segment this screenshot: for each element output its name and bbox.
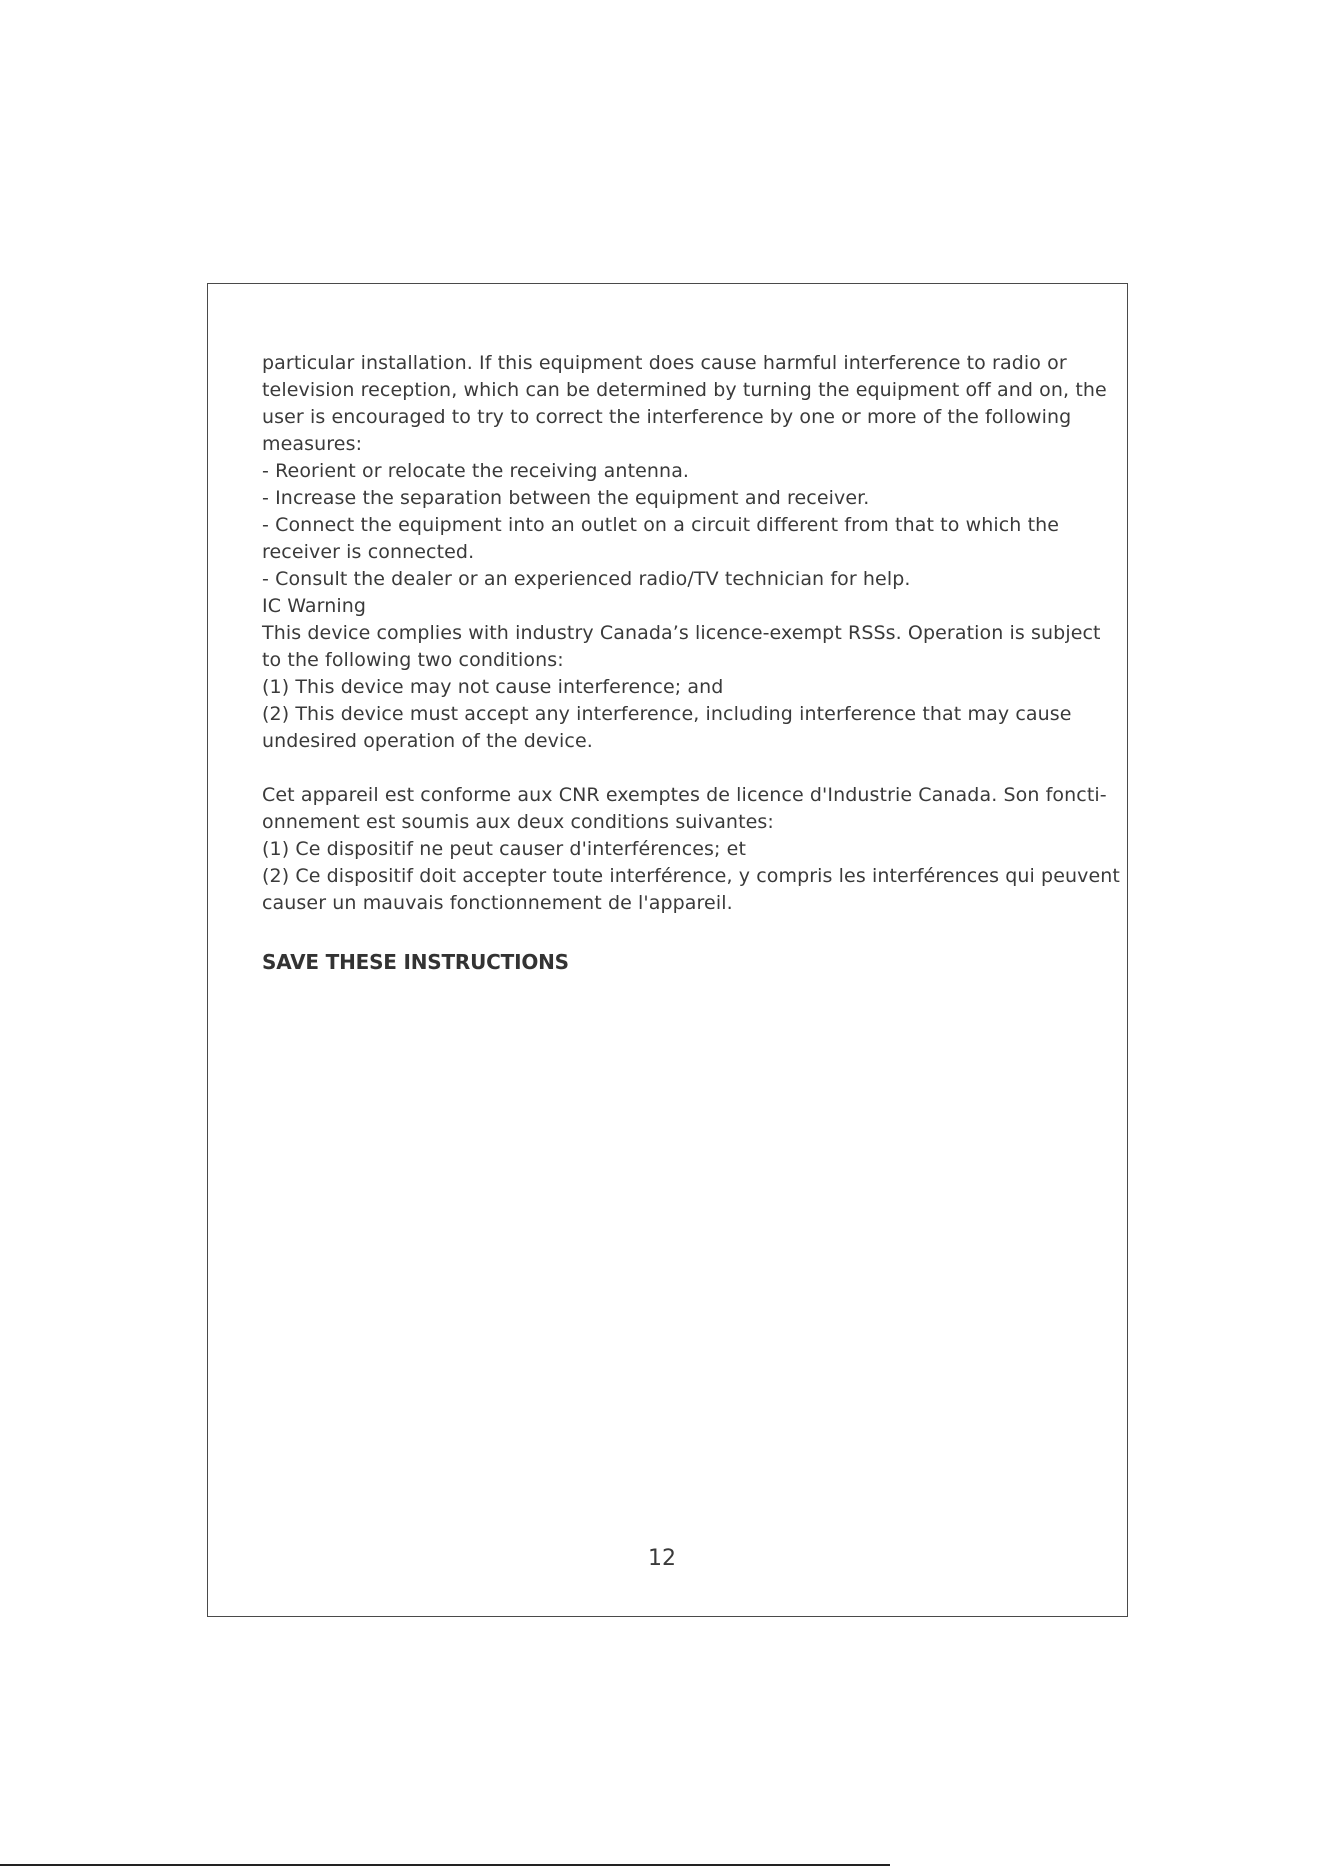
condition-item: (1) This device may not cause interference; and bbox=[262, 676, 724, 698]
paragraph-gap bbox=[262, 917, 1082, 948]
text-line: television reception, which can be determined by turning the equipment off and on, the bbox=[262, 379, 1107, 401]
ic-warning-title: IC Warning bbox=[262, 595, 367, 617]
bottom-edge-fragment bbox=[900, 1864, 1020, 1868]
condition-item: (1) Ce dispositif ne peut causer d'interférences; et bbox=[262, 838, 747, 860]
french-paragraph bbox=[262, 782, 1120, 917]
document-body bbox=[262, 350, 1120, 976]
save-instructions-heading: SAVE THESE INSTRUCTIONS bbox=[262, 950, 569, 974]
list-item: - Connect the equipment into an outlet on a circuit different from that to which the bbox=[262, 514, 1060, 536]
page-number: 12 bbox=[648, 1546, 676, 1571]
text-line: measures: bbox=[262, 433, 363, 455]
text-line: This device complies with industry Canada’s licence-exempt RSSs. Operation is subject bbox=[262, 622, 1101, 644]
text-line: receiver is connected. bbox=[262, 541, 475, 563]
condition-item: (2) This device must accept any interference, including interference that may cause bbox=[262, 703, 1072, 725]
paragraph-gap bbox=[262, 755, 1082, 782]
list-item: - Consult the dealer or an experienced radio/TV technician for help. bbox=[262, 568, 911, 590]
text-line: causer un mauvais fonctionnement de l'appareil. bbox=[262, 892, 733, 914]
text-line: particular installation. If this equipment does cause harmful interference to radio or bbox=[262, 352, 1067, 374]
text-line: to the following two conditions: bbox=[262, 649, 564, 671]
list-item: - Increase the separation between the equipment and receiver. bbox=[262, 487, 870, 509]
text-line: Cet appareil est conforme aux CNR exemptes de licence d'Industrie Canada. Son foncti- bbox=[262, 784, 1107, 806]
text-line: undesired operation of the device. bbox=[262, 730, 593, 752]
fcc-paragraph bbox=[262, 350, 1107, 755]
text-line: onnement est soumis aux deux conditions suivantes: bbox=[262, 811, 774, 833]
bottom-rule bbox=[0, 1864, 890, 1866]
text-line: user is encouraged to try to correct the interference by one or more of the following bbox=[262, 406, 1072, 428]
list-item: - Reorient or relocate the receiving antenna. bbox=[262, 460, 690, 482]
condition-item: (2) Ce dispositif doit accepter toute interférence, y compris les interférences qui peuvent bbox=[262, 865, 1120, 887]
